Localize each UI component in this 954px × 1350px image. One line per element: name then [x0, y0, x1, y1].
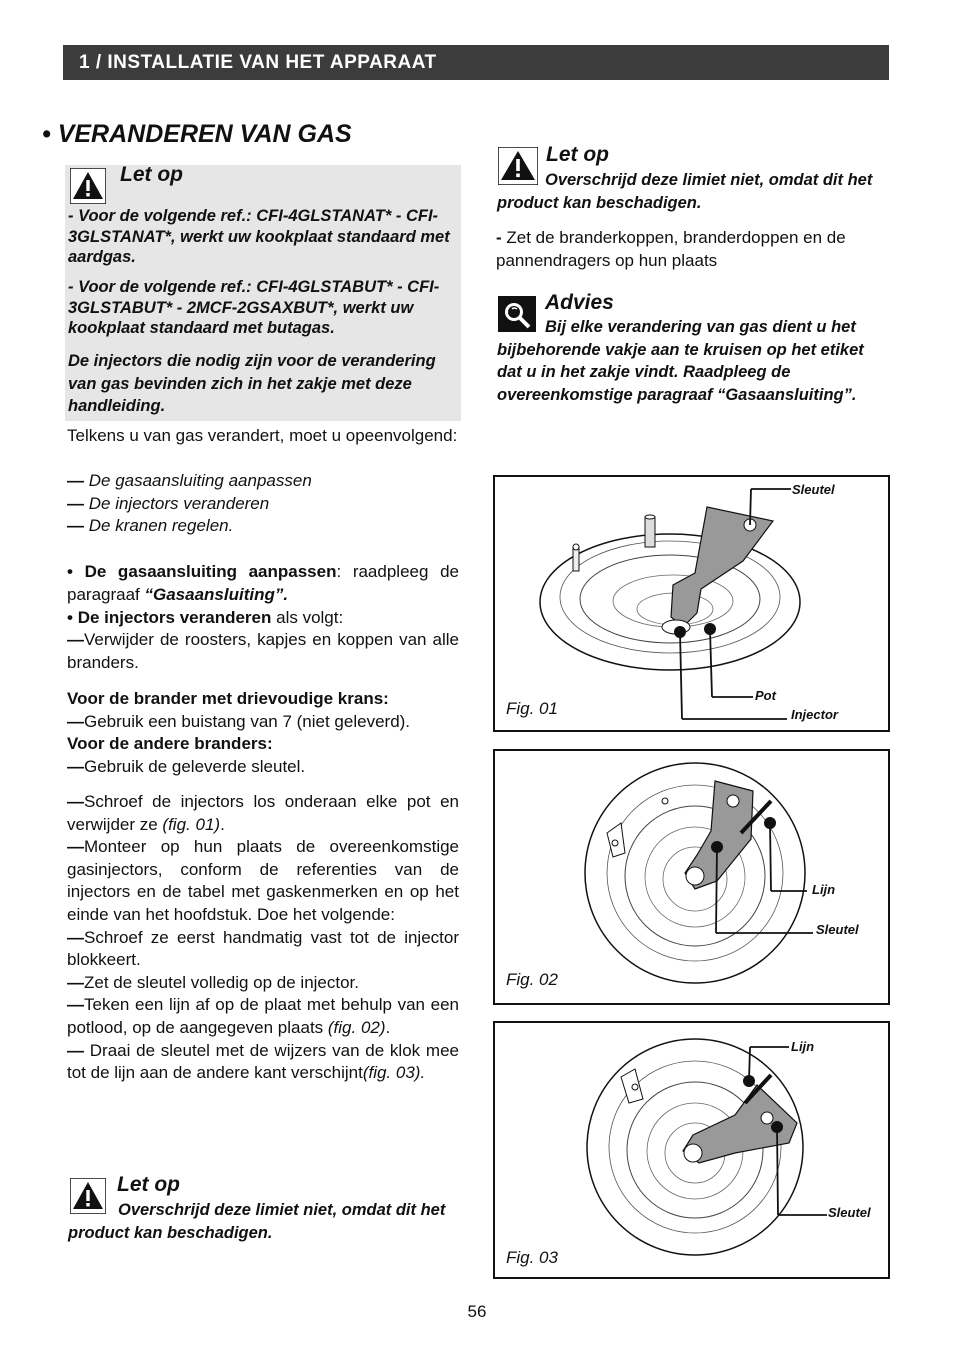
callout-sleutel: Sleutel — [816, 922, 859, 937]
list-item: — De gasaansluiting aanpassen — [67, 471, 312, 490]
warning-icon — [70, 168, 106, 204]
step-list — [67, 470, 459, 538]
figure-label: Fig. 02 — [506, 970, 558, 989]
advice-text: Bij elke verandering van gas dient u het bijbehorende vakje aan te kruisen op het etiket dat u in het zakje vindt. Raadpleeg de overeenkomstige paragraaf “Gasaansluiting”. — [497, 318, 864, 404]
callout-lijn: Lijn — [812, 882, 836, 897]
burner-injector-illustration — [495, 477, 888, 730]
note-heading: Let op — [117, 1173, 180, 1196]
callout-sleutel: Sleutel — [792, 482, 835, 497]
note-ref-natural-gas: - Voor de volgende ref.: CFI-4GLSTANAT* - CFI-3GLSTANAT*, werkt uw kookplaat standaard met aardgas. — [68, 207, 450, 266]
bullet-gas-connection: • De gasaansluiting aanpassen: raadpleeg de paragraaf “Gasaansluiting”. — [67, 562, 459, 604]
callout-sleutel: Sleutel — [828, 1205, 871, 1220]
key-line-illustration — [495, 751, 888, 1003]
figure-label: Fig. 03 — [506, 1248, 558, 1267]
intro-text: Telkens u van gas verandert, moet u opeenvolgend: — [67, 426, 458, 445]
callout-injector: Injector — [791, 707, 838, 722]
figure-03 — [493, 1021, 890, 1279]
note-injectors: De injectors die nodig zijn voor de verandering van gas bevinden zich in het zakje met deze handleiding. — [68, 352, 436, 415]
callout-lijn: Lijn — [791, 1039, 815, 1054]
figure-02 — [493, 749, 890, 1005]
figure-01 — [493, 475, 890, 732]
list-item: — De injectors veranderen — [67, 493, 270, 513]
page-title: • VERANDEREN VAN GAS — [42, 120, 352, 148]
procedure-steps: —Schroef de injectors los onderaan elke pot en verwijder ze (fig. 01). —Monteer op hun plaats de overeenkomstige gasinjectors, conform de referenties van de injectors en de tabel met gaskenmerken en op het einde van het hoofdstuk. Doe het volgende: —Schroef ze eerst handmatig vast tot de injector blokkeert. —Zet de sleutel volledig op de injector. —Teken een lijn af op de plaat met behulp van een potlood, op de aangegeven plaats (fig. 02). — Draai de sleutel met de wijzers van de klok mee tot de lijn aan de andere kant verschijnt(fig. 03). — [67, 792, 459, 1083]
note-heading: Let op — [120, 163, 183, 186]
page-number: 56 — [467, 1302, 487, 1321]
replace-parts-text: - Zet de branderkoppen, branderdoppen en de pannendragers op hun plaats — [496, 228, 846, 270]
key-rotated-illustration — [495, 1023, 888, 1277]
section-header: 1 / INSTALLATIE VAN HET APPARAAT — [63, 45, 889, 80]
note-heading: Let op — [546, 143, 609, 166]
callout-pot: Pot — [755, 688, 776, 703]
bullet-injectors: • De injectors veranderen als volgt: — [67, 608, 344, 627]
list-item: — De kranen regelen. — [67, 516, 234, 536]
tool-instructions: Voor de brander met drievoudige krans: —Gebruik een buistang van 7 (niet geleverd). Voor de andere branders: —Gebruik de geleverde sleutel. — [67, 689, 411, 776]
remove-step: —Verwijder de roosters, kapjes en koppen van alle branders. — [67, 630, 459, 672]
note-text: Overschrijd deze limiet niet, omdat dit het product kan beschadigen. — [68, 1201, 446, 1242]
figure-label: Fig. 01 — [506, 699, 558, 718]
note-text: Overschrijd deze limiet niet, omdat dit het product kan beschadigen. — [497, 171, 873, 212]
advice-heading: Advies — [545, 291, 614, 314]
note-ref-butane: - Voor de volgende ref.: CFI-4GLSTABUT* - CFI-3GLSTABUT* - 2MCF-2GSAXBUT*, werkt uw kookplaat standaard met butagas. — [68, 278, 440, 337]
